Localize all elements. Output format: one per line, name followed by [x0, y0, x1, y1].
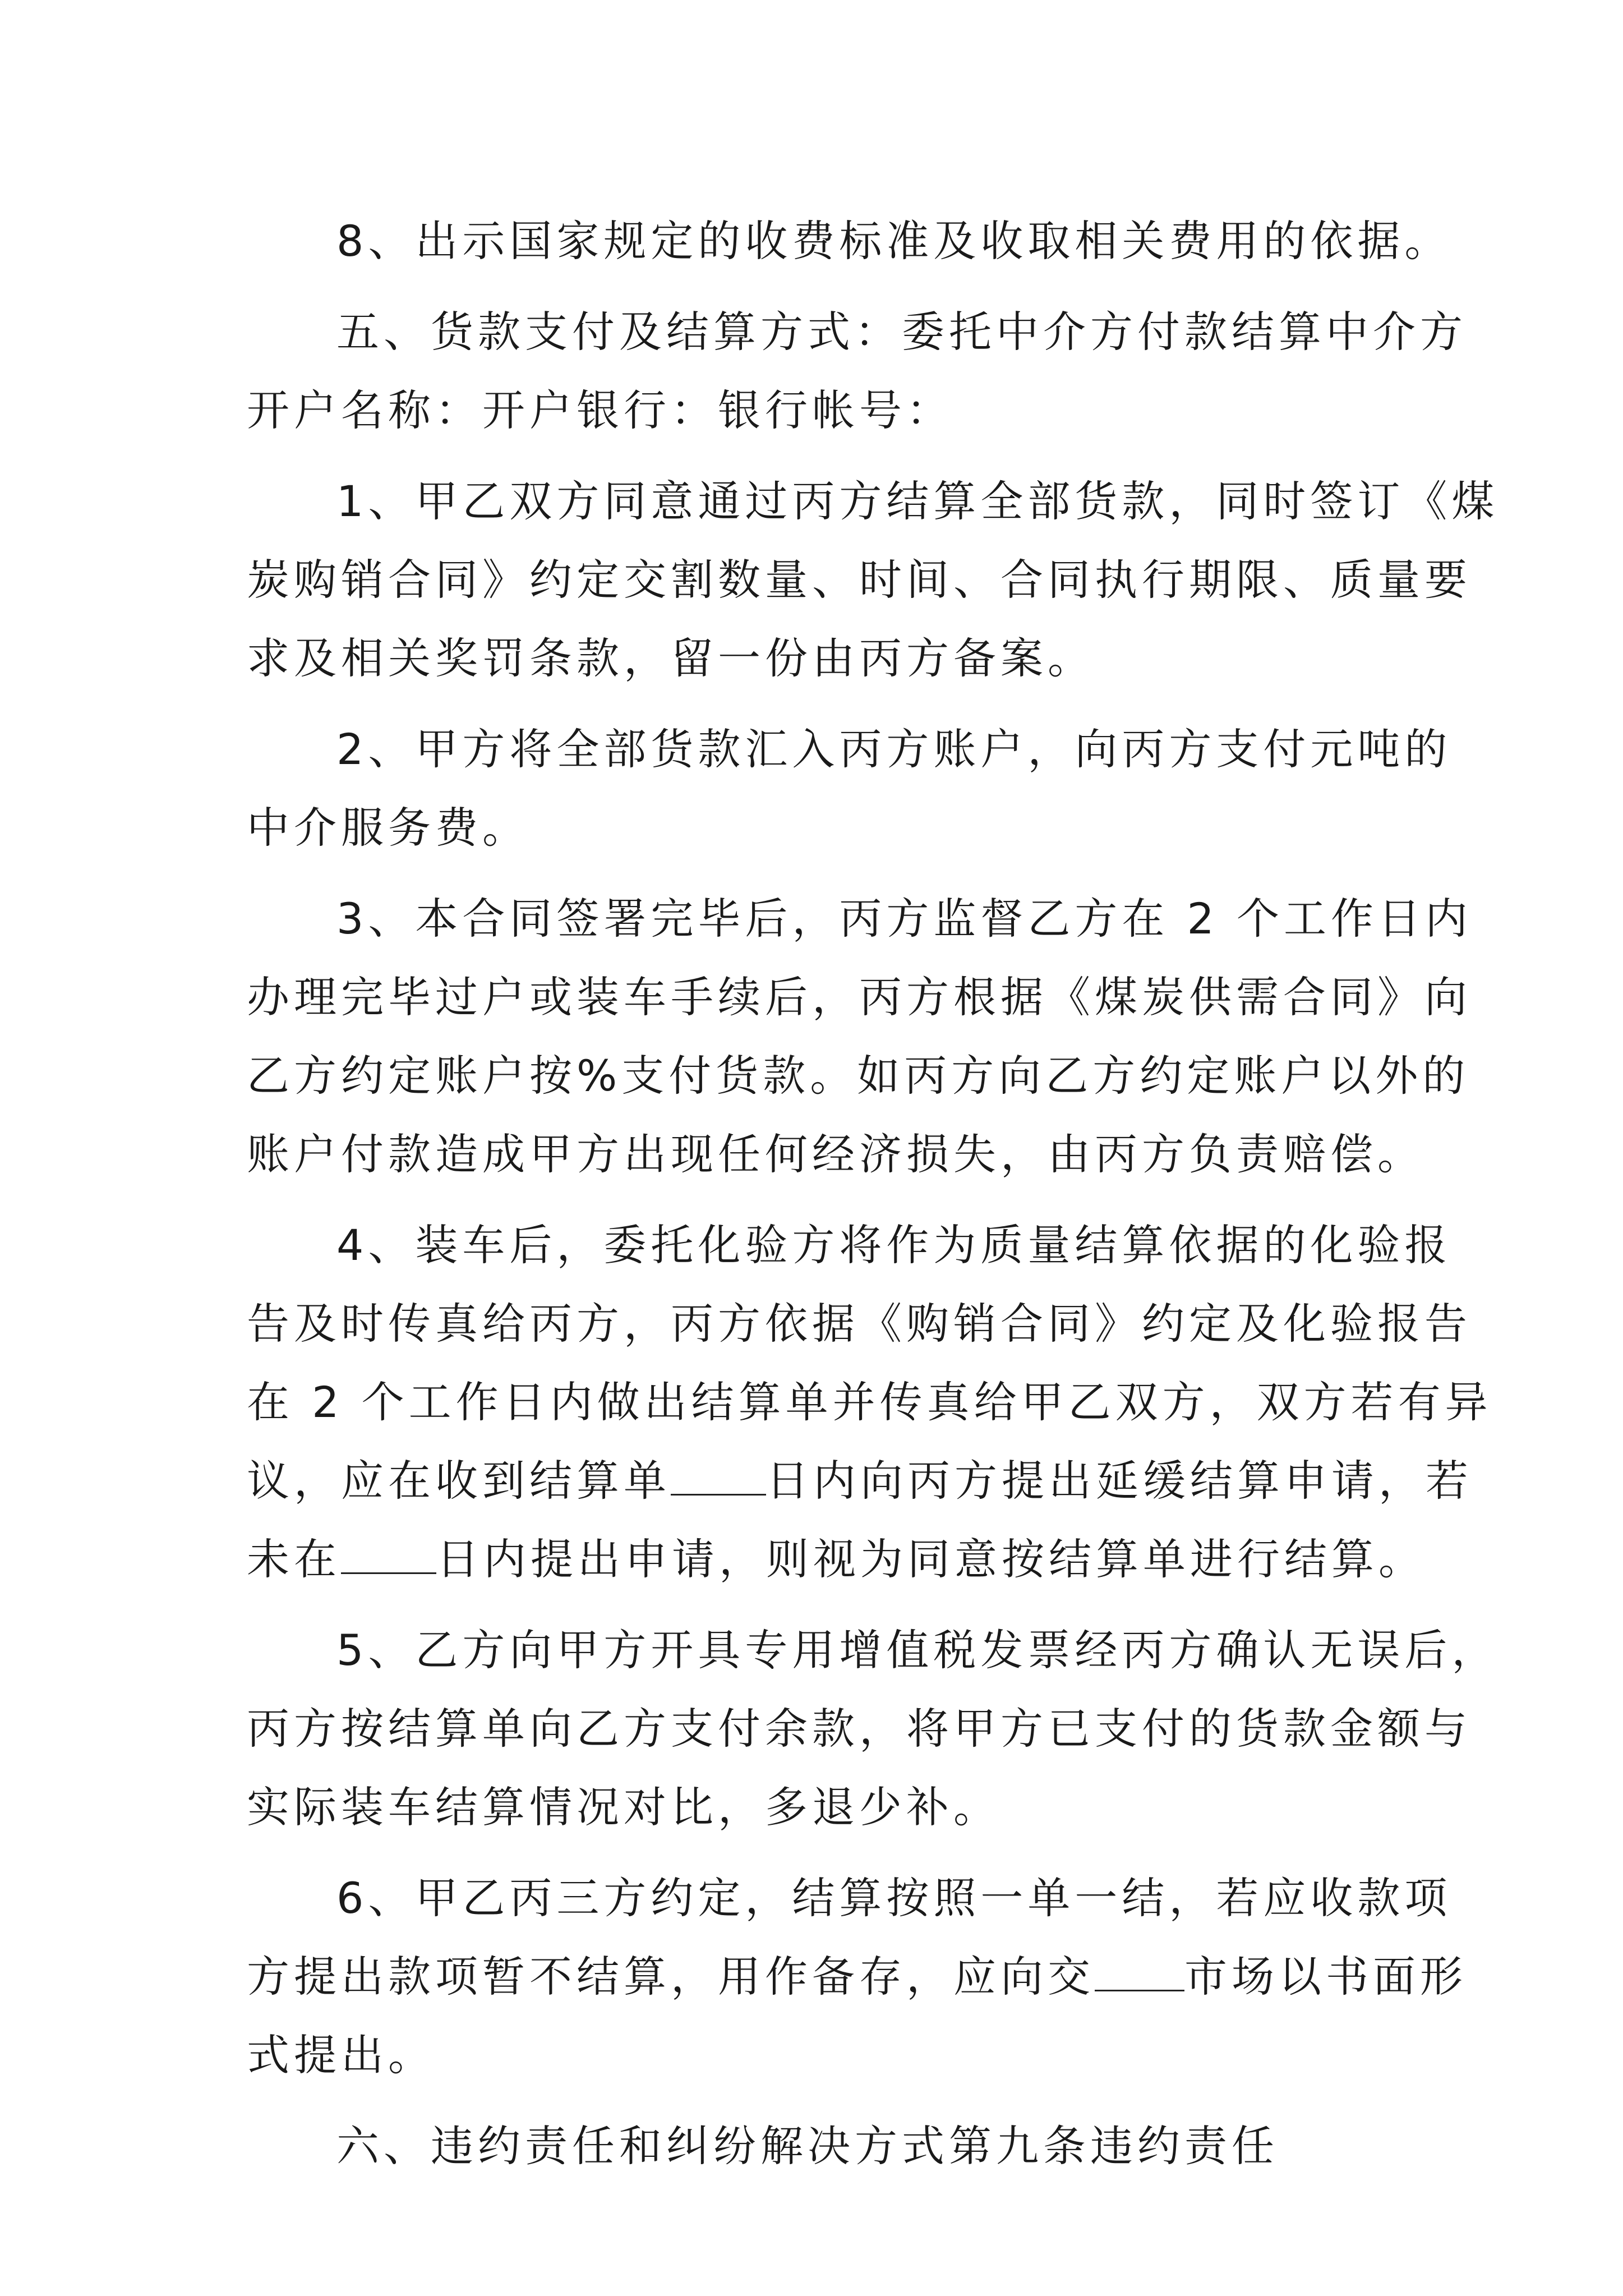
clause-3-line-1: 3、本合同签署完毕后，丙方监督乙方在 2 个工作日内 — [336, 894, 1473, 944]
clause-4-line-3: 在 2 个工作日内做出结算单并传真给甲乙双方，双方若有异 — [247, 1377, 1492, 1427]
clause-2-line-1: 2、甲方将全部货款汇入丙方账户，向丙方支付元吨的 — [336, 724, 1452, 774]
fill-in-blank-market — [1095, 1978, 1184, 1991]
clause-1-line-1: 1、甲乙双方同意通过丙方结算全部货款，同时签订《煤 — [336, 476, 1499, 526]
clause-4-line-4-before: 议，应在收到结算单 — [247, 1456, 671, 1506]
clause-1-line-2: 炭购销合同》约定交割数量、时间、合同执行期限、质量要 — [247, 555, 1472, 605]
clause-4-line-5 — [247, 1520, 1426, 1599]
document-body — [247, 202, 1499, 2185]
paragraph-item-8: 8、出示国家规定的收费标准及收取相关费用的依据。 — [336, 216, 1452, 266]
section-5-account-info: 开户名称：开户银行：银行帐号： — [247, 385, 953, 435]
clause-1-line-3: 求及相关奖罚条款，留一份由丙方备案。 — [247, 633, 1095, 683]
clause-3-line-4: 账户付款造成甲方出现任何经济损失，由丙方负责赔偿。 — [247, 1129, 1424, 1179]
clause-4-line-2: 告及时传真给丙方，丙方依据《购销合同》约定及化验报告 — [247, 1299, 1472, 1349]
clause-6-line-2 — [247, 1938, 1467, 2016]
clause-6-line-3: 式提出。 — [247, 2030, 435, 2080]
fill-in-blank-days-2 — [341, 1561, 436, 1574]
clause-5-line-2: 丙方按结算单向乙方支付余款，将甲方已支付的货款金额与 — [247, 1704, 1472, 1754]
clause-6-line-1: 6、甲乙丙三方约定，结算按照一单一结，若应收款项 — [336, 1873, 1452, 1923]
section-5-heading: 五、货款支付及结算方式：委托中介方付款结算中介方 — [336, 307, 1467, 357]
clause-2-line-2: 中介服务费。 — [247, 803, 529, 853]
clause-4-line-4-after: 日内向丙方提出延缓结算申请，若 — [766, 1456, 1473, 1506]
clause-3-line-2: 办理完毕过户或装车手续后，丙方根据《煤炭供需合同》向 — [247, 972, 1472, 1022]
clause-4-line-4 — [247, 1442, 1473, 1520]
clause-5-line-3: 实际装车结算情况对比，多退少补。 — [247, 1782, 1000, 1832]
clause-5-line-1: 5、乙方向甲方开具专用增值税发票经丙方确认无误后， — [336, 1625, 1499, 1675]
clause-3-line-3: 乙方约定账户按%支付货款。如丙方向乙方约定账户以外的 — [247, 1051, 1470, 1101]
fill-in-blank-days-1 — [671, 1483, 766, 1496]
clause-4-line-5-before: 未在 — [247, 1534, 341, 1584]
clause-4-line-5-after: 日内提出申请，则视为同意按结算单进行结算。 — [436, 1534, 1426, 1584]
clause-4-line-1: 4、装车后，委托化验方将作为质量结算依据的化验报 — [336, 1220, 1452, 1270]
clause-6-line-2-after: 市场以书面形 — [1184, 1952, 1467, 2001]
section-6-heading: 六、违约责任和纠纷解决方式第九条违约责任 — [336, 2121, 1279, 2171]
clause-6-line-2-before: 方提出款项暂不结算，用作备存，应向交 — [247, 1952, 1095, 2001]
